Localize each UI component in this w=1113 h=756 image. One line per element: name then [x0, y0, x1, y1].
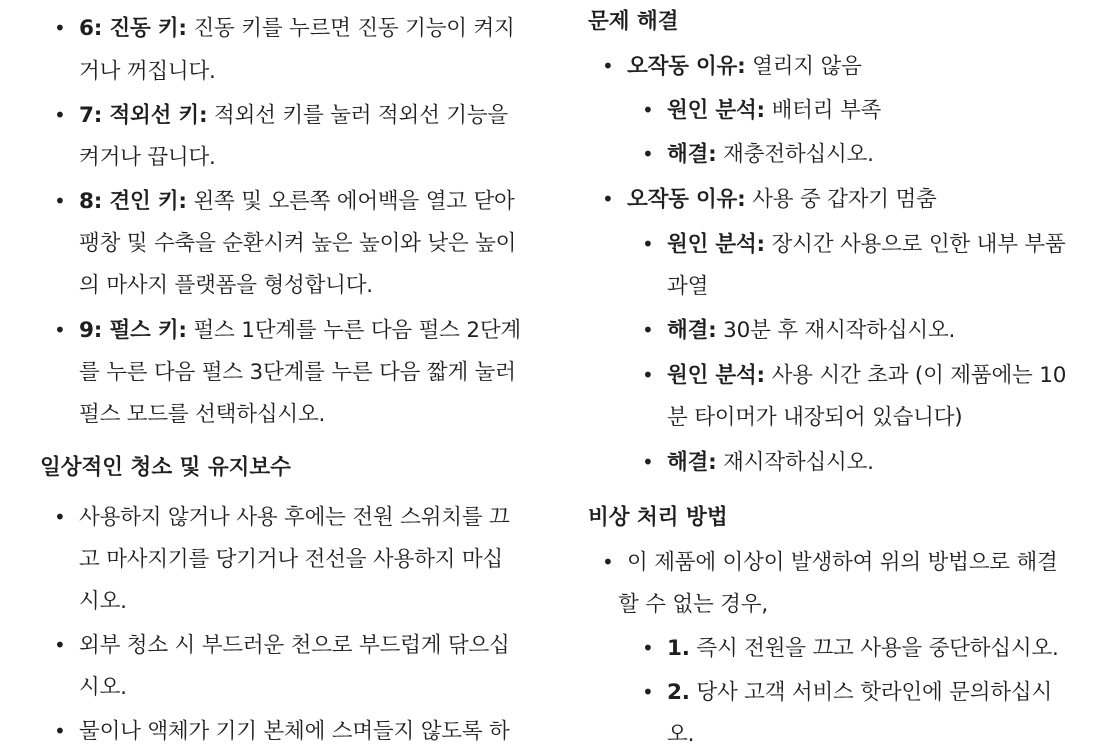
bullet: • [54, 103, 66, 127]
list-item-label: 6: 진동 키: [79, 16, 187, 41]
cleaning-item-1-line1: 사용하지 않거나 사용 후에는 전원 스위치를 끄 [79, 505, 510, 530]
emergency-step-2-line2: 오. [667, 722, 695, 747]
issue-2-cause-2-line2: 분 타이머가 내장되어 있습니다) [667, 405, 963, 430]
issue-2 [627, 178, 937, 221]
issue-2-cause-1-line1 [667, 223, 1066, 266]
list-item-8-line1 [79, 180, 515, 223]
bullet: • [54, 633, 66, 657]
sub-label: 해결: [667, 142, 717, 167]
cleaning-item-3-line1: 물이나 액체가 기기 본체에 스며들지 않도록 하 [79, 719, 510, 744]
bullet: • [642, 450, 654, 474]
bullet: • [642, 636, 654, 660]
list-item-text: 적외선 키를 눌러 적외선 기능을 [207, 103, 508, 128]
list-item-7-line1 [79, 94, 508, 137]
sub-text: 장시간 사용으로 인한 내부 부품 [764, 232, 1066, 257]
bullet: • [54, 719, 66, 743]
list-item-text: 왼쪽 및 오른쪽 에어백을 열고 닫아 [186, 189, 515, 214]
bullet: • [54, 16, 66, 40]
list-item-7-line2: 켜거나 끕니다. [79, 145, 216, 170]
cleaning-item-2-line1: 외부 청소 시 부드러운 천으로 부드럽게 닦으십 [79, 633, 510, 658]
bullet: • [54, 318, 66, 342]
list-item-6-line1 [79, 7, 515, 50]
issue-label: 오작동 이유: [627, 54, 746, 79]
emergency-intro-line1: 이 제품에 이상이 발생하여 위의 방법으로 해결 [627, 550, 1058, 575]
section-heading-cleaning: 일상적인 청소 및 유지보수 [40, 455, 291, 480]
issue-1-solution [667, 133, 874, 176]
issue-2-cause-1-line2: 과열 [667, 274, 709, 299]
issue-2-solution-1 [667, 309, 955, 352]
bullet: • [602, 550, 614, 574]
bullet: • [642, 318, 654, 342]
list-item-label: 8: 견인 키: [79, 189, 187, 214]
bullet: • [54, 505, 66, 529]
step-label: 2. [667, 680, 690, 705]
list-item-6-line2: 거나 꺼집니다. [79, 59, 216, 84]
sub-label: 해결: [667, 450, 717, 475]
list-item-text: 진동 키를 누르면 진동 기능이 켜지 [186, 16, 515, 41]
bullet: • [602, 54, 614, 78]
issue-1 [627, 45, 862, 88]
issue-text: 열리지 않음 [745, 54, 862, 79]
bullet: • [602, 187, 614, 211]
list-item-8-line3: 의 마사지 플랫폼을 형성합니다. [79, 273, 373, 298]
issue-1-cause [667, 89, 881, 132]
sub-label: 원인 분석: [667, 232, 765, 257]
sub-text: 재충전하십시오. [716, 142, 874, 167]
sub-text: 30분 후 재시작하십시오. [716, 318, 956, 343]
cleaning-item-1-line2: 고 마사지기를 당기거나 전선을 사용하지 마십 [79, 547, 503, 572]
sub-text: 배터리 부족 [764, 98, 882, 123]
list-item-8-line2: 팽창 및 수축을 순환시켜 높은 높이와 낮은 높이 [79, 231, 517, 256]
bullet: • [54, 189, 66, 213]
issue-text: 사용 중 갑자기 멈춤 [745, 187, 937, 212]
sub-label: 원인 분석: [667, 98, 765, 123]
list-item-text: 펄스 1단계를 누른 다음 펄스 2단계 [186, 318, 522, 343]
list-item-label: 7: 적외선 키: [79, 103, 208, 128]
emergency-step-2-line1 [667, 671, 1052, 714]
sub-label: 해결: [667, 318, 717, 343]
sub-label: 원인 분석: [667, 363, 765, 388]
bullet: • [642, 142, 654, 166]
emergency-step-1 [667, 627, 1059, 670]
sub-text: 사용 시간 초과 (이 제품에는 10 [764, 363, 1067, 388]
cleaning-item-2-line2: 시오. [79, 675, 127, 700]
step-text: 즉시 전원을 끄고 사용을 중단하십시오. [689, 636, 1059, 661]
issue-label: 오작동 이유: [627, 187, 746, 212]
list-item-9-line1 [79, 309, 521, 352]
bullet: • [642, 363, 654, 387]
section-heading-troubleshoot: 문제 해결 [588, 9, 679, 34]
list-item-9-line3: 펄스 모드를 선택하십시오. [79, 402, 326, 427]
bullet: • [642, 680, 654, 704]
bullet: • [642, 232, 654, 256]
step-text: 당사 고객 서비스 핫라인에 문의하십시 [689, 680, 1053, 705]
list-item-9-line2: 를 누른 다음 펄스 3단계를 누른 다음 짧게 눌러 [79, 360, 516, 385]
sub-text: 재시작하십시오. [716, 450, 874, 475]
section-heading-emergency: 비상 처리 방법 [588, 505, 728, 530]
cleaning-item-1-line3: 시오. [79, 589, 127, 614]
list-item-label: 9: 펄스 키: [79, 318, 187, 343]
issue-2-cause-2-line1 [667, 354, 1066, 397]
issue-2-solution-2 [667, 441, 874, 484]
emergency-intro-line2: 할 수 없는 경우, [618, 592, 768, 617]
bullet: • [642, 98, 654, 122]
step-label: 1. [667, 636, 690, 661]
